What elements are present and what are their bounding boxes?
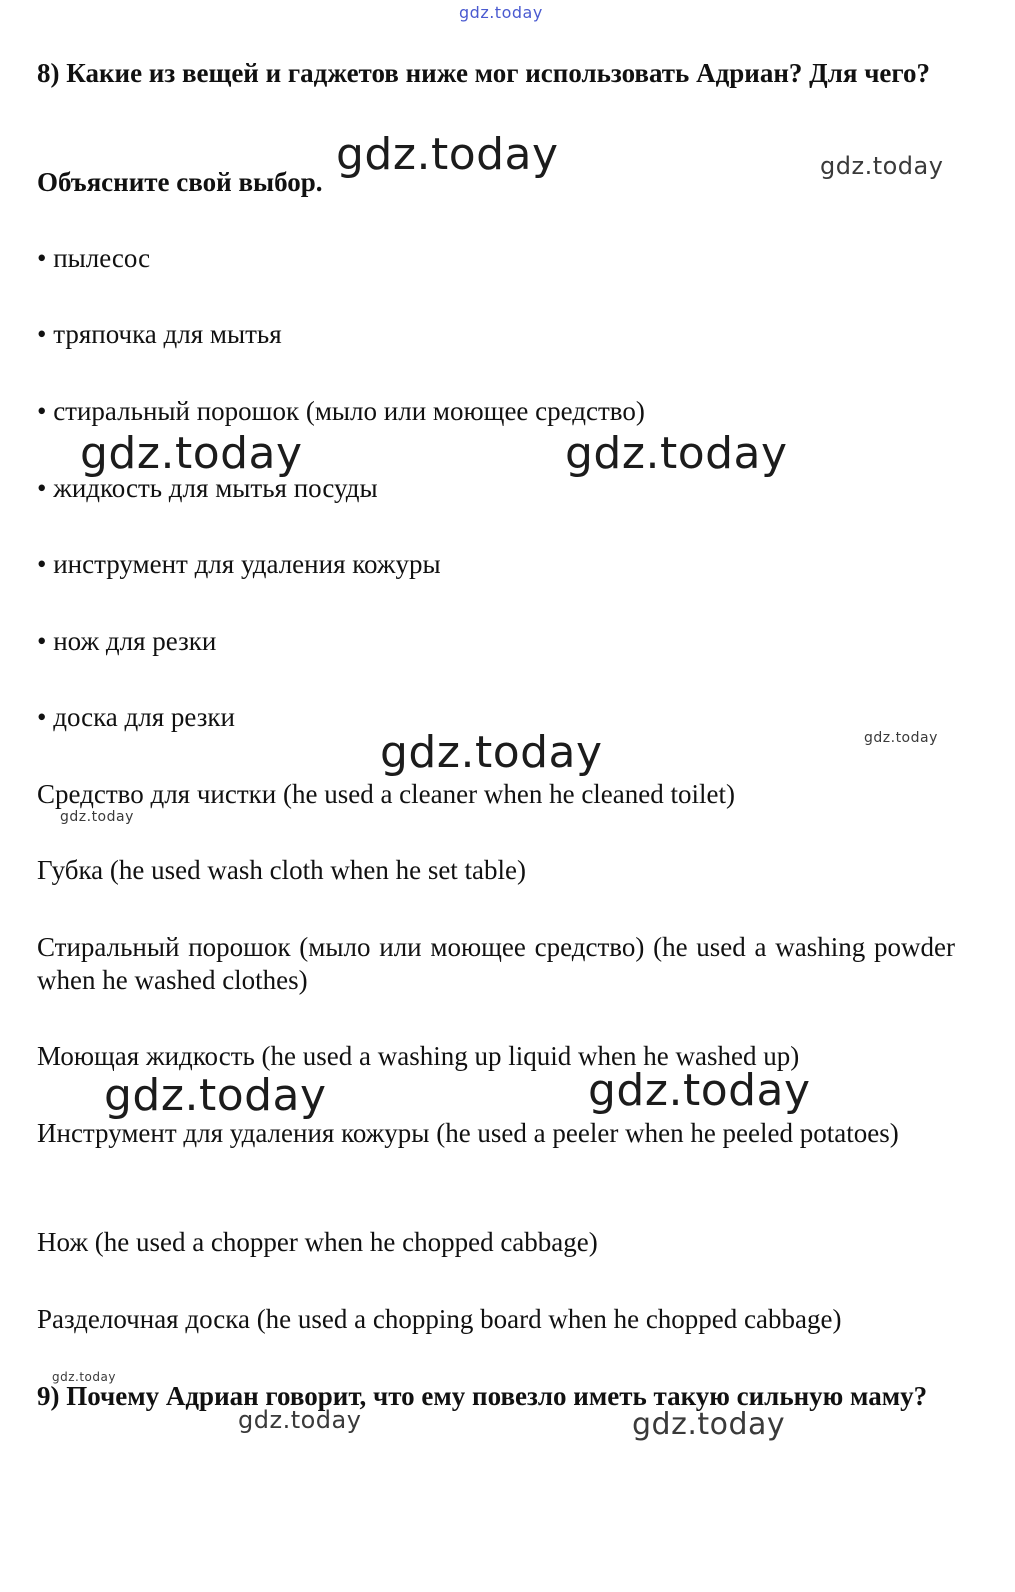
answer-item: Инструмент для удаления кожуры (he used a peeler when he peeled potatoes) bbox=[37, 1118, 899, 1148]
answer-item: Разделочная доска (he used a chopping board when he chopped cabbage) bbox=[37, 1304, 842, 1334]
watermark: gdz.today bbox=[52, 1370, 116, 1384]
answer-item: Стиральный порошок (мыло или моющее средство) (he used a washing powder when he washed clothes) bbox=[37, 932, 955, 995]
watermark: gdz.today bbox=[104, 1070, 327, 1121]
question-8-subtitle: Объясните свой выбор. bbox=[37, 167, 323, 197]
list-item: • тряпочка для мытья bbox=[37, 319, 282, 349]
watermark-top: gdz.today bbox=[459, 3, 543, 22]
list-item: • пылесос bbox=[37, 243, 151, 273]
watermark: gdz.today bbox=[632, 1407, 786, 1442]
question-8-title: 8) Какие из вещей и гаджетов ниже мог использовать Адриан? Для чего? bbox=[37, 58, 931, 88]
question-9-title: 9) Почему Адриан говорит, что ему повезло иметь такую сильную маму? bbox=[37, 1381, 928, 1411]
list-item: • нож для резки bbox=[37, 626, 217, 656]
watermark: gdz.today bbox=[864, 730, 938, 746]
answer-item: Моющая жидкость (he used a washing up liquid when he washed up) bbox=[37, 1041, 800, 1071]
answer-item: Нож (he used a chopper when he chopped cabbage) bbox=[37, 1227, 598, 1257]
answer-item: Средство для чистки (he used a cleaner when he cleaned toilet) bbox=[37, 779, 735, 809]
watermark: gdz.today bbox=[565, 428, 788, 479]
watermark: gdz.today bbox=[380, 727, 603, 778]
watermark: gdz.today bbox=[336, 129, 559, 180]
watermark: gdz.today bbox=[820, 152, 944, 180]
list-item: • доска для резки bbox=[37, 702, 235, 732]
list-item: • жидкость для мытья посуды bbox=[37, 473, 378, 503]
watermark: gdz.today bbox=[80, 428, 303, 479]
list-item: • стиральный порошок (мыло или моющее средство) bbox=[37, 396, 645, 426]
answer-item: Губка (he used wash cloth when he set table) bbox=[37, 855, 527, 885]
list-item: • инструмент для удаления кожуры bbox=[37, 549, 441, 579]
watermark: gdz.today bbox=[238, 1406, 362, 1434]
watermark: gdz.today bbox=[60, 809, 134, 825]
watermark: gdz.today bbox=[588, 1065, 811, 1116]
